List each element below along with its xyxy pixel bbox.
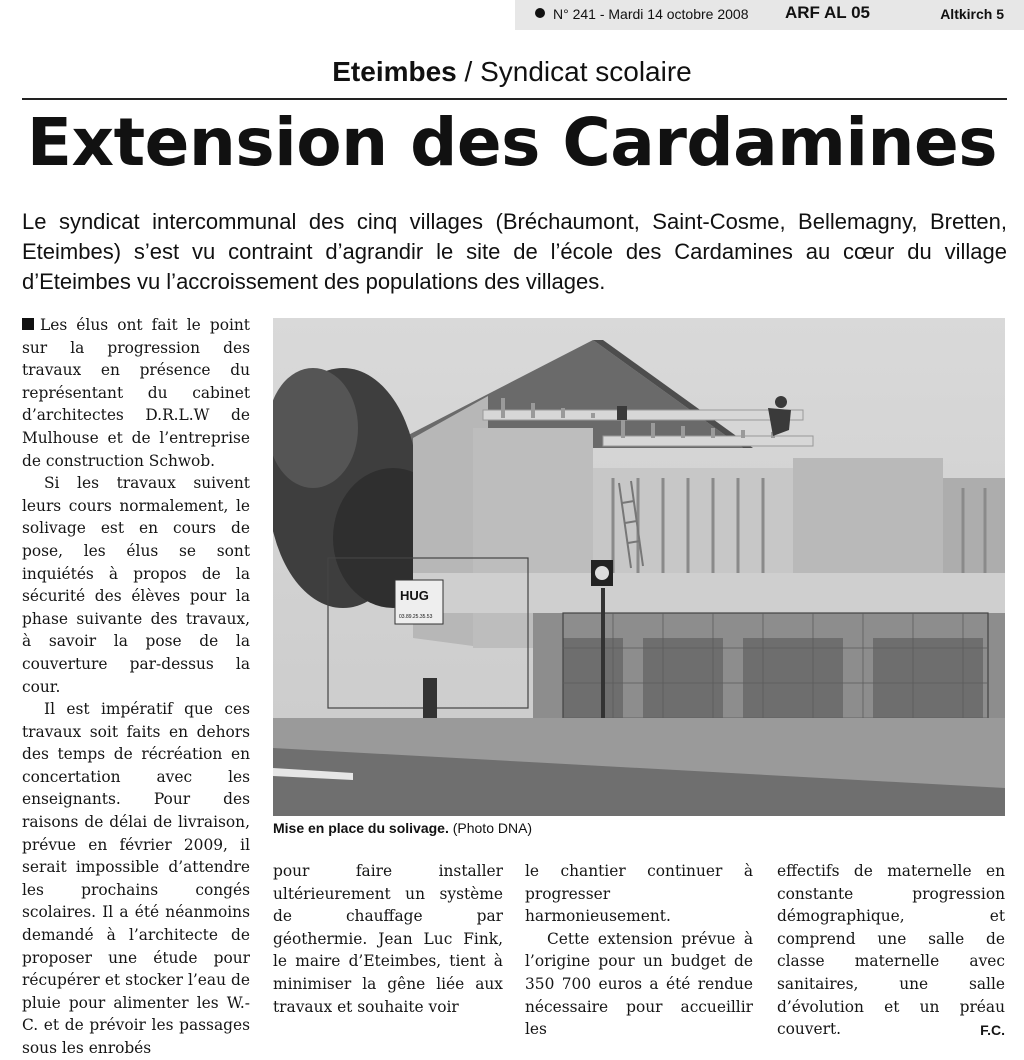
paragraph-text: Les élus ont fait le point sur la progression des travaux en présence du représentant du cabinet d’architectes D.R.L.W de Mulhouse et de l’entreprise de construction Schwob. <box>22 316 250 470</box>
bullet-square-icon <box>22 318 34 330</box>
header-rule <box>22 98 1007 100</box>
page-label: Altkirch 5 <box>940 6 1004 22</box>
masthead <box>515 0 1024 30</box>
caption-text: Mise en place du solivage. <box>273 820 449 836</box>
paragraph: effectifs de maternelle en constante progression démographique, et comprend une salle de classe maternelle avec sanitaires, une salle d’évolution et un préau couvert. <box>777 862 1005 1039</box>
rubric <box>0 56 1024 88</box>
headline: Extension des Cardamines <box>26 104 998 181</box>
paragraph <box>22 314 250 472</box>
paragraph: le chantier continuer à progresser harmonieusement. <box>525 862 753 926</box>
article-column-2 <box>273 860 503 1018</box>
rubric-separator: / <box>456 56 481 87</box>
rubric-section: Syndicat scolaire <box>480 56 692 87</box>
article-column-4 <box>777 860 1005 1041</box>
rubric-place: Eteimbes <box>332 56 457 87</box>
article-photo <box>273 318 1005 816</box>
article-column-3 <box>525 860 753 1041</box>
sign-phone: 03.89.25.35.53 <box>399 614 433 620</box>
issue-info: N° 241 - Mardi 14 octobre 2008 <box>553 6 749 22</box>
construction-site-image <box>273 318 1005 816</box>
author-signature: F.C. <box>980 1021 1005 1038</box>
lead-paragraph: Le syndicat intercommunal des cinq villages (Bréchaumont, Saint-Cosme, Bellemagny, Bretten, Eteimbes) s’est vu contraint d’agrandir le site de l’école des Cardamines au cœur du village d’Eteimbes vu l’accroissement des populations des villages. <box>22 209 1007 294</box>
sign-text: HUG <box>400 588 429 603</box>
paragraph: pour faire installer ultérieurement un système de chauffage par géothermie. Jean Luc Fink, le maire d’Eteimbes, tient à minimiser la gêne liée aux travaux et souhaite voir <box>273 862 503 1016</box>
paragraph: Il est impératif que ces travaux soit faits en dehors des temps de récréation en concertation avec les enseignants. Pour des raisons de délai de livraison, prévue en février 2009, il serait impossible d’attendre les prochains congés scolaires. Il a été néanmoins demandé à l’architecte de proposer une étude pour récupérer et stocker l’eau de pluie pour alimenter les W.-C. et de prévoir les passages sous les enrobés <box>22 700 250 1057</box>
paragraph: Si les travaux suivent leurs cours normalement, le solivage est en cours de pose, les élus se sont inquiétés à propos de la sécurité des élèves pour la phase suivante des travaux, à savoir la pose de la couverture par-dessus la cour. <box>22 474 250 696</box>
paragraph: Cette extension prévue à l’origine pour un budget de 350 700 euros a été rendue nécessaire pour accueillir les <box>525 929 753 1039</box>
bullet-icon <box>535 8 545 18</box>
photo-caption <box>273 820 1005 836</box>
caption-credit: (Photo DNA) <box>448 820 533 836</box>
article-column-1 <box>22 314 250 1060</box>
edition-code: ARF AL 05 <box>785 3 871 22</box>
